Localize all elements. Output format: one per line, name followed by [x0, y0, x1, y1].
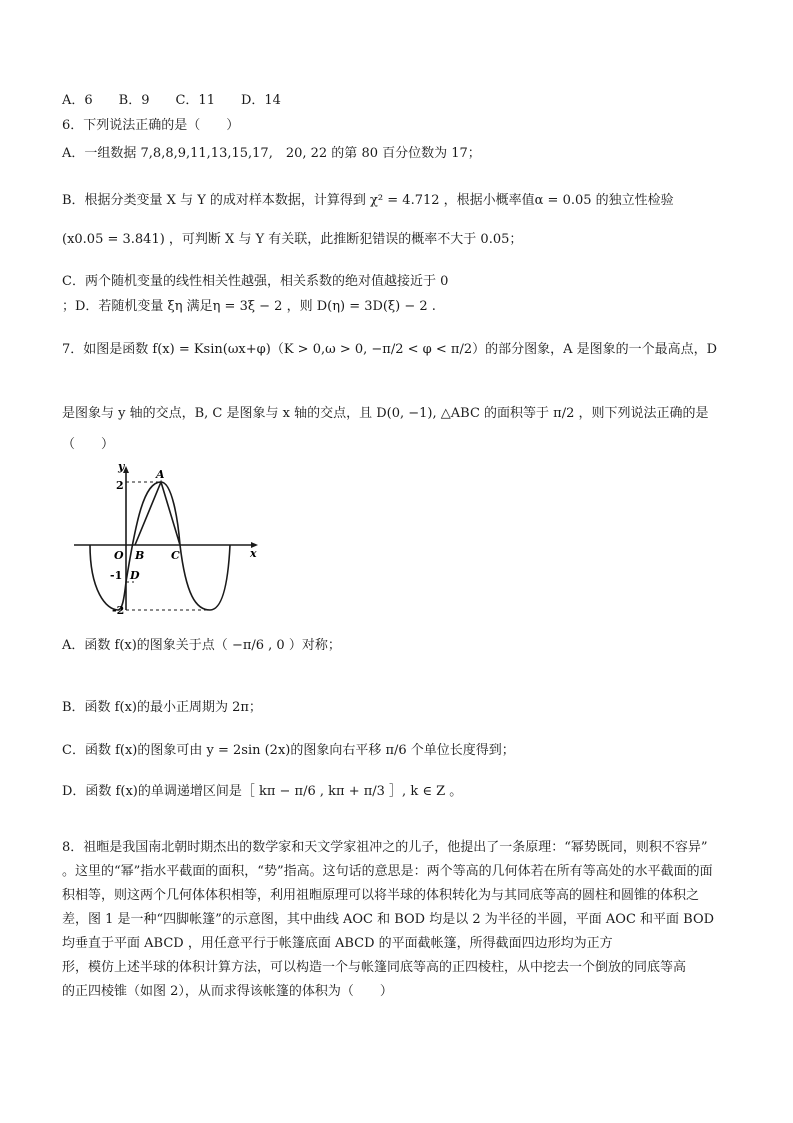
q8-line: 8．祖暅是我国南北朝时期杰出的数学家和天文学家祖冲之的儿子，他提出了一条原理：“幂势既同，则积不容异”: [62, 840, 708, 855]
q5-options: A．6 B．9 C．11 D．14: [62, 93, 281, 108]
point-o-label: O: [114, 549, 124, 562]
q7-answer-paren: （ ）: [62, 437, 115, 452]
x-axis-label: x: [250, 547, 257, 560]
point-a-label: A: [156, 468, 165, 481]
q8-paragraph: [62, 836, 732, 1004]
point-c-label: C: [171, 549, 180, 562]
tick-2: 2: [116, 479, 124, 492]
point-b-label: B: [135, 549, 145, 562]
q7-option-a: A．函数 f(x)的图象关于点（ −π/6 , 0 ）对称；: [62, 638, 341, 653]
q8-line: 均垂直于平面 ABCD ，用任意平行于帐篷底面 ABCD 的平面截帐篷，所得截面四边形均为正方: [62, 936, 613, 951]
q6-option-b-line2: (x0.05 = 3.841) ，可判断 X 与 Y 有关联，此推断犯错误的概率不大于 0.05；: [62, 232, 523, 247]
point-d-label: D: [130, 569, 140, 582]
q6-stem: 6．下列说法正确的是（ ）: [62, 118, 240, 133]
q7-option-c: C．函数 f(x)的图象可由 y = 2sin (2x)的图象向右平移 π/6 个单位长度得到；: [62, 743, 515, 758]
q8-line: 差，图 1 是一种“四脚帐篷”的示意图，其中曲线 AOC 和 BOD 均是以 2 为半径的半圆，平面 AOC 和平面 BOD: [62, 912, 715, 927]
q7-option-d: D．函数 f(x)的单调递增区间是［ kπ − π/6 , kπ + π/3 ］, k ∈ Z 。: [62, 784, 463, 799]
tick-minus-2: -2: [112, 604, 125, 617]
q8-line: 。这里的“幂”指水平截面的面积，“势”指高。这句话的意思是：两个等高的几何体若在所有等高处的水平截面的面: [62, 864, 713, 879]
q7-stem-line1: 7．如图是函数 f(x) = Ksin(ωx+φ)（K > 0,ω > 0, −π/2 < φ < π/2）的部分图象，A 是图象的一个最高点，D: [62, 342, 718, 357]
sine-curve: [90, 482, 230, 610]
q7-option-b: B．函数 f(x)的最小正周期为 2π；: [62, 700, 262, 715]
q6-option-d: ；D．若随机变量 ξη 满足η = 3ξ − 2 ，则 D(η) = 3D(ξ) − 2 .: [62, 299, 436, 314]
q6-option-b-line1: B．根据分类变量 X 与 Y 的成对样本数据，计算得到 χ² = 4.712 ，根据小概率值α = 0.05 的独立性检验: [62, 193, 674, 208]
q6-option-c: C．两个随机变量的线性相关性越强，相关系数的绝对值越接近于 0: [62, 274, 449, 289]
q8-line: 积相等，则这两个几何体体积相等，利用祖暅原理可以将半球的体积转化为与其同底等高的圆柱和圆锥的体积之: [62, 888, 700, 903]
y-axis-label: y: [118, 460, 125, 473]
q6-option-a: A．一组数据 7,8,8,9,11,13,15,17, 20, 22 的第 80 百分位数为 17；: [62, 146, 481, 161]
q8-line: 形，模仿上述半球的体积计算方法，可以构造一个与帐篷同底等高的正四棱柱，从中挖去一个倒放的同底等高: [62, 960, 687, 975]
q7-stem-line2: 是图象与 y 轴的交点，B, C 是图象与 x 轴的交点，且 D(0, −1), △ABC 的面积等于 π/2 ，则下列说法正确的是: [62, 406, 709, 421]
tick-minus-1: -1: [110, 569, 123, 582]
q8-line: 的正四棱锥（如图 2），从而求得该帐篷的体积为（ ）: [62, 984, 393, 999]
triangle-abc: [135, 482, 180, 545]
sine-graph: [60, 460, 270, 620]
